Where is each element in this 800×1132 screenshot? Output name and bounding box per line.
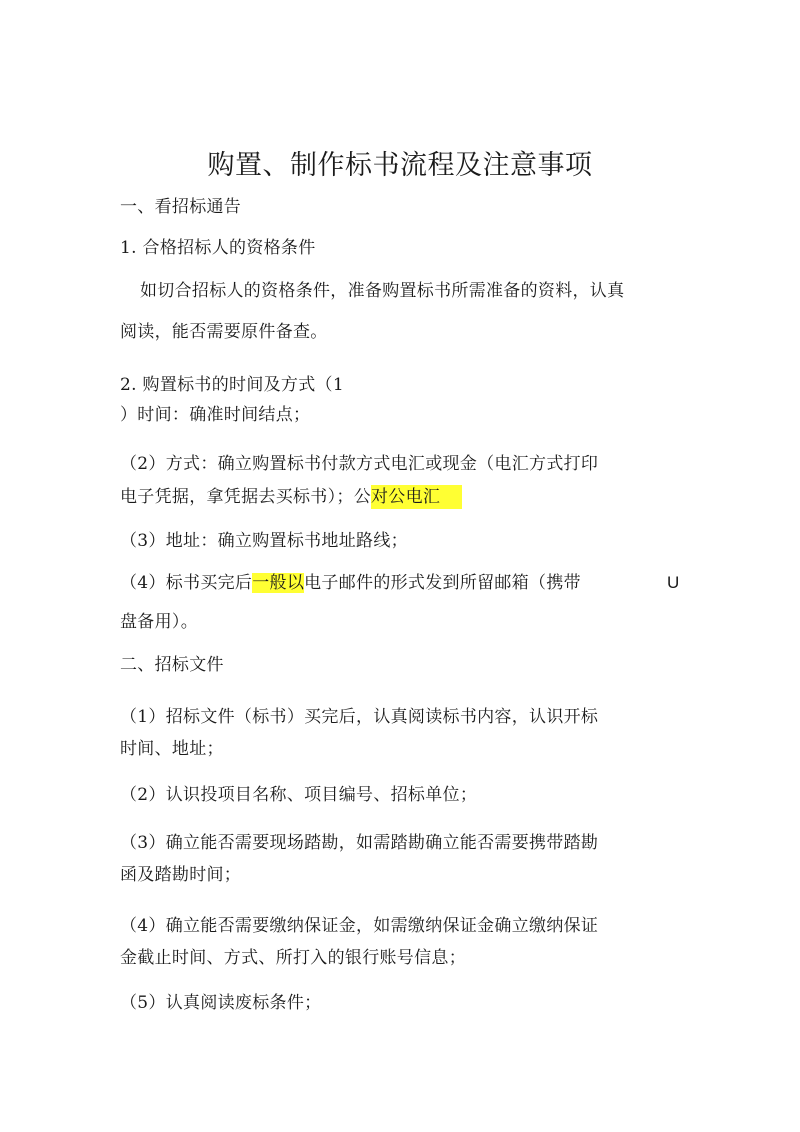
method-text: 电子凭据，拿凭据去买标书）；公 — [120, 487, 371, 507]
section1-heading: 一、看招标通告 — [120, 197, 242, 217]
email-text-post: 电子邮件的形式发到所留邮箱（携带 — [304, 573, 581, 593]
item2-email-line1 — [120, 571, 581, 595]
item2-heading: 2. 购置标书的时间及方式（1 — [120, 375, 344, 395]
item1-paragraph-line2: 阅读，能否需要原件备查。 — [120, 322, 328, 342]
item2-address-line: （3）地址：确立购置标书地址路线； — [120, 531, 408, 551]
page-title: 购置、制作标书流程及注意事项 — [207, 150, 593, 181]
item1-paragraph-line1: 如切合招标人的资格条件，准备购置标书所需准备的资料，认真 — [140, 281, 625, 301]
highlight-mark: 一般以 — [252, 573, 305, 593]
item2-method-line2 — [120, 485, 462, 509]
section2-p5: （5）认真阅读废标条件； — [120, 993, 322, 1013]
section2-p4-line2: 金截止时间、方式、所打入的银行账号信息； — [120, 948, 466, 968]
item2-email-line2: 盘备用）。 — [120, 612, 198, 632]
section2-p2: （2）认识投项目名称、项目编号、招标单位； — [120, 785, 478, 805]
section2-p3-line2: 函及踏勘时间； — [120, 865, 242, 885]
item2-method-line1: （2）方式：确立购置标书付款方式电汇或现金（电汇方式打印 — [120, 454, 599, 474]
email-text-pre: （4）标书买完后 — [120, 573, 253, 593]
item2-time-line: ）时间：确准时间结点； — [120, 405, 311, 425]
section2-p1-line1: （1）招标文件（标书）买完后，认真阅读标书内容，认识开标 — [120, 707, 599, 727]
section2-p4-line1: （4）确立能否需要缴纳保证金，如需缴纳保证金确立缴纳保证 — [120, 916, 599, 936]
section2-heading: 二、招标文件 — [120, 655, 224, 675]
section2-p1-line2: 时间、地址； — [120, 739, 224, 759]
item1-heading: 1. 合格招标人的资格条件 — [120, 238, 316, 258]
highlight-mark: 对公电汇 — [371, 485, 462, 509]
section2-p3-line1: （3）确立能否需要现场踏勘，如需踏勘确立能否需要携带踏勘 — [120, 833, 599, 853]
email-u-letter: U — [667, 573, 680, 592]
